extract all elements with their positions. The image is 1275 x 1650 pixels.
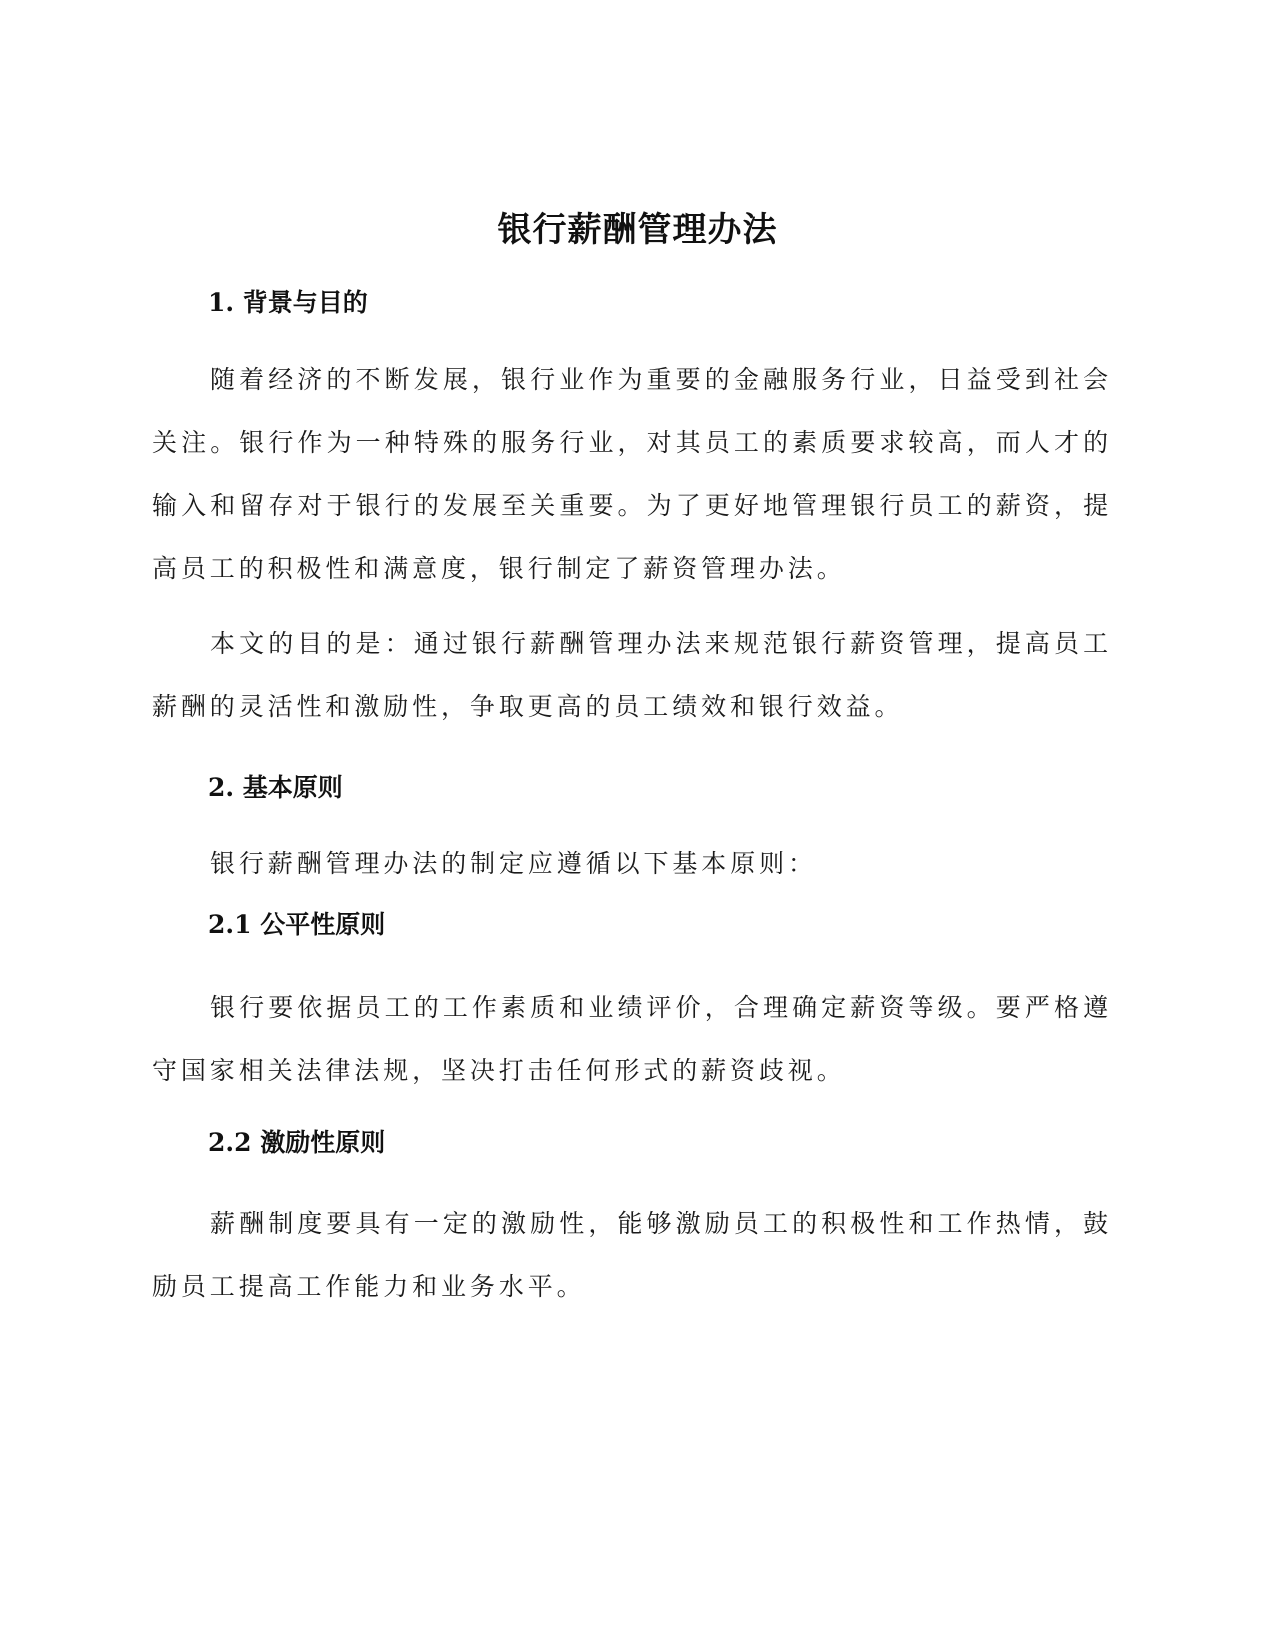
paragraph-principles-intro: 银行薪酬管理办法的制定应遵循以下基本原则： <box>210 849 817 878</box>
paragraph-fairness: 银行要依据员工的工作素质和业绩评价，合理确定薪资等级。要严格遵守国家相关法律法规，坚决打击任何形式的薪资歧视。 <box>152 993 1112 1085</box>
paragraph-incentive: 薪酬制度要具有一定的激励性，能够激励员工的积极性和工作热情，鼓励员工提高工作能力和业务水平。 <box>152 1209 1112 1301</box>
section-heading-background-purpose: 1. 背景与目的 <box>208 288 368 317</box>
paragraph-purpose: 本文的目的是：通过银行薪酬管理办法来规范银行薪资管理，提高员工薪酬的灵活性和激励性，争取更高的员工绩效和银行效益。 <box>152 629 1112 721</box>
section-heading-basic-principles: 2. 基本原则 <box>208 773 343 802</box>
section-heading-incentive-principle: 2.2 激励性原则 <box>208 1128 386 1157</box>
paragraph-background: 随着经济的不断发展，银行业作为重要的金融服务行业，日益受到社会关注。银行作为一种特殊的服务行业，对其员工的素质要求较高，而人才的输入和留存对于银行的发展至关重要。为了更好地管理银行员工的薪资，提高员工的积极性和满意度，银行制定了薪资管理办法。 <box>152 365 1112 583</box>
document-title: 银行薪酬管理办法 <box>497 210 778 250</box>
section-heading-fairness-principle: 2.1 公平性原则 <box>208 910 386 939</box>
